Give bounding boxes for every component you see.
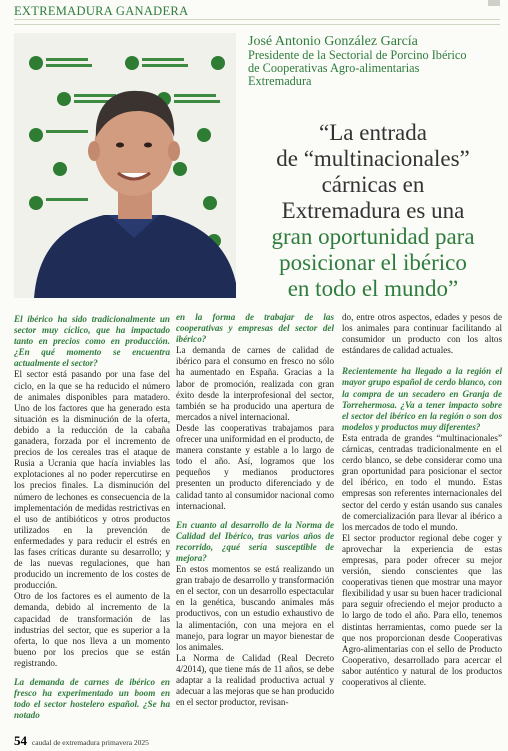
byline (248, 34, 500, 88)
interviewee-title-2: de Cooperativas Agro-alimentarias (248, 61, 420, 75)
answer-paragraph: La Norma de Calidad (Real Decreto 4/2014), que tiene más de 11 años, se debe adaptar a la realidad productiva actual y adecuar a las mejoras que se han producido en el sector productor, revisan- (176, 652, 334, 708)
header-rule-2 (14, 24, 500, 25)
headline-line: en todo el mundo” (287, 276, 459, 301)
photo-backdrop-graphic (14, 33, 236, 298)
answer-paragraph: El sector está pasando por una fase del ciclo, en la que se ha reducido el número de animales disponibles para matadero. Uno de los factores que ha generado esta situación es la disminución de la oferta, debido a la reducción de la cabaña ganadera, forzada por el incremento de precios de los cereales tras el ataque de Rusia a Ucrania que hacía inviables las explotaciones al no poder repercutirse en los precios finales. La disminución del número de lechones es consecuencia de la implementación de medidas restrictivas en el uso de antibióticos y otros productos utilizados en la prevención de enfermedades y para reducir el estrés en las fases críticas durante su desarrollo; y de las nuevas regulaciones, que han producido un incremento de los costes de producción. (14, 369, 170, 591)
answer-paragraph: La demanda de carnes de calidad de ibérico para el consumo en fresco no sólo ha aumentado en España. Gracias a la labor de promoción, realizada con gran éxito desde la interprofesional del sector, también se ha producido una apertura de mercados a nivel internacional. (176, 345, 334, 422)
answer-paragraph: Esta entrada de grandes “multinacionales” cárnicas, centradas tradicionalmente en el cerdo blanco, se debe considerar como una gran oportunidad para posicionar el sector del ibérico, en todo el mundo. Estas empresas son referentes internacionales del sector del cerdo y están usando sus canales de comercialización para llevar al ibérico a los mercados de todo el mundo. (342, 432, 502, 532)
interviewee-name: José Antonio González García (248, 34, 418, 49)
answer-paragraph: Desde las cooperativas trabajamos para ofrecer una uniformidad en el producto, de manera constante y estable a lo largo de todo el año. Así, logramos que los pequeños y medianos productores presenten un producto diferenciado y de calidad tanto al consumidor nacional como internacional. (176, 422, 334, 511)
question: La demanda de carnes de ibérico en fresco ha experimentado un boom en todo el sector hostelero español. ¿Se ha notado (14, 677, 170, 721)
answer-paragraph: do, entre otros aspectos, edades y pesos de los animales para continuar facilitando al consumidor un producto con los altos estándares de calidad actuales. (342, 312, 502, 356)
header-rule (14, 19, 500, 20)
answer-paragraph: En estos momentos se está realizando un gran trabajo de desarrollo y transformación en el sector, con un desarrollo espectacular en la genética, buscando animales más productivos, con un estudio exhaustivo de la alimentación, con una mejora en el manejo, para lograr un mayor bienestar de los animales. (176, 564, 334, 652)
headline-line: Extremadura es una (281, 198, 465, 223)
headline-line: gran oportunidad para (271, 224, 475, 249)
question: En cuanto al desarrollo de la Norma de Calidad del Ibérico, tras varios años de recorrido, ¿qué sería susceptible de mejora? (176, 519, 334, 563)
headline-line: de “multinacionales” (276, 146, 470, 171)
article-column-3 (342, 312, 502, 688)
section-header: EXTREMADURA GANADERA (14, 4, 189, 18)
question: Recientemente ha llegado a la región el mayor grupo español de cerdo blanco, con la compra de un secadero en Granja de Torrehermosa. ¿Va a tener impacto sobre el sector del ibérico en la región o son dos modelos y productos muy diferentes? (342, 366, 502, 432)
corner-bar (488, 0, 500, 6)
headline-quote (242, 120, 504, 302)
article-column-2 (176, 312, 334, 708)
publication-name: caudal de extremadura primavera 2025 (31, 738, 149, 747)
article-column-1 (14, 312, 170, 721)
headline-line: posicionar el ibérico (279, 250, 467, 275)
interview-photo (14, 33, 236, 298)
page-footer (14, 733, 149, 749)
question: en la forma de trabajar de las cooperativas y empresas del sector del ibérico? (176, 312, 334, 345)
answer-paragraph: Otro de los factores es el aumento de la demanda, debido al incremento de la capacidad de transformación de las industrias del sector, que es superior a la oferta, lo que nos lleva a un momento bueno por los precios que se están registrando. (14, 591, 170, 668)
question: El ibérico ha sido tradicionalmente un sector muy cíclico, que ha impactado tanto en precios como en producción. ¿En qué momento se encuentra actualmente el sector? (14, 314, 170, 369)
answer-paragraph: El sector productor regional debe coger y aprovechar la experiencia de estas empresas, para poder ofrecer su mejor versión, siendo conscientes que las cooperativas tienen que mostrar una mayor flexibilidad y usar su buen hacer tradicional para seguir ofreciendo el mejor producto a lo largo de todo el año. Para ello, tenemos distintas herramientas, como puede ser la que nos proporcionan desde Cooperativas Agro-alimentarias con el sello de Producto Cooperativo, desarrollado para acercar el sabor auténtico y natural de los productos cooperativos al cliente. (342, 532, 502, 687)
page-number: 54 (14, 733, 27, 748)
interviewee-title-3: Extremadura (248, 74, 312, 88)
headline-line: cárnicas en (321, 172, 425, 197)
interviewee-title-1: Presidente de la Sectorial de Porcino Ibérico (248, 48, 467, 62)
headline-line: “La entrada (319, 120, 427, 145)
